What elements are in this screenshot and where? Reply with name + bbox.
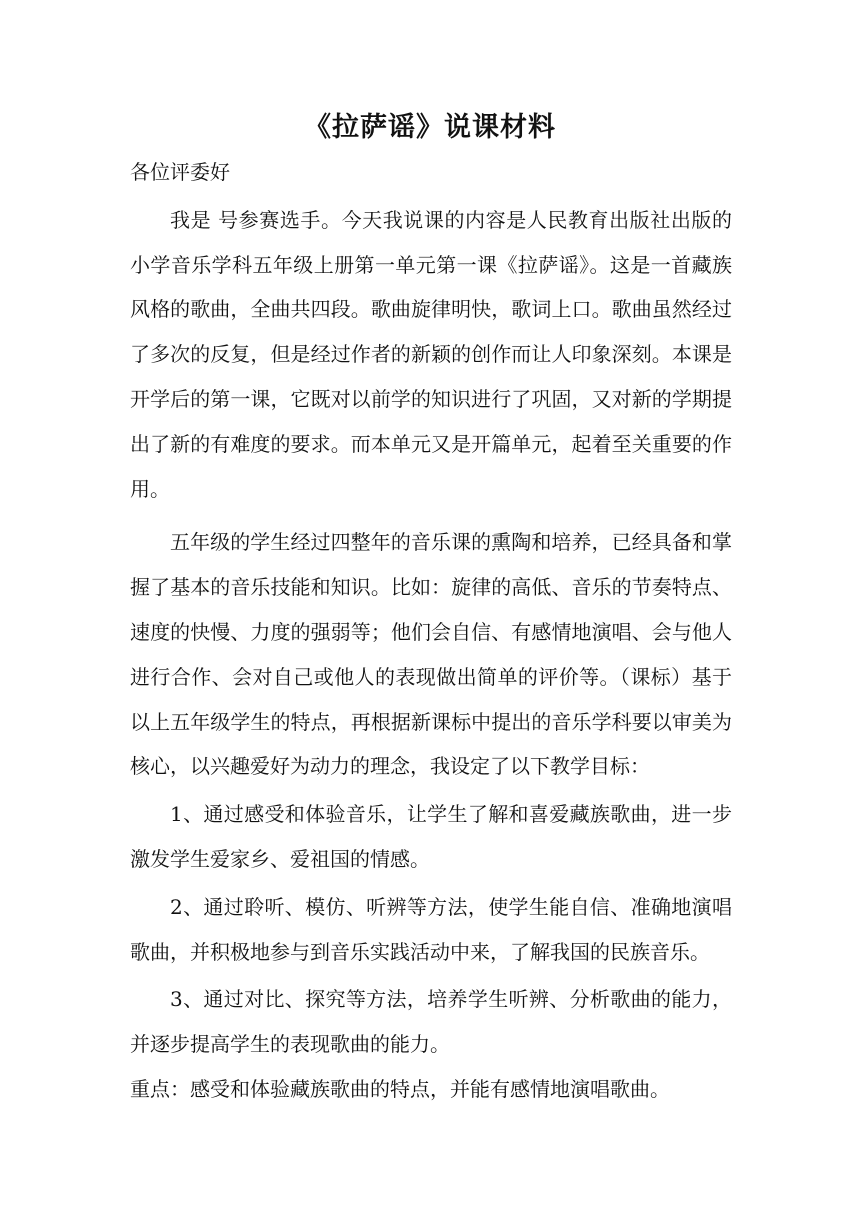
objective-item-3: 3、通过对比、探究等方法，培养学生听辨、分析歌曲的能力，并逐步提高学生的表现歌曲的能力。 [130, 987, 732, 1057]
student-analysis-paragraph: 五年级的学生经过四整年的音乐课的熏陶和培养，已经具备和掌握了基本的音乐技能和知识。比如：旋律的高低、音乐的节奏特点、速度的快慢、力度的强弱等；他们会自信、有感情地演唱、会与他人进行合作、会对自己或他人的表现做出简单的评价等。（课标）基于以上五年级学生的特点，再根据新课标中提出的音乐学科要以审美为核心，以兴趣爱好为动力的理念，我设定了以下教学目标： [130, 530, 732, 779]
intro-paragraph: 我是 号参赛选手。今天我说课的内容是人民教育出版社出版的小学音乐学科五年级上册第一单元第一课《拉萨谣》。这是一首藏族风格的歌曲，全曲共四段。歌曲旋律明快，歌词上口。歌曲虽然经过了多次的反复，但是经过作者的新颖的创作而让人印象深刻。本课是开学后的第一课，它既对以前学的知识进行了巩固，又对新的学期提出了新的有难度的要求。而本单元又是开篇单元，起着至关重要的作用。 [130, 207, 732, 501]
greeting-line: 各位评委好 [130, 160, 230, 184]
key-point-line: 重点：感受和体验藏族歌曲的特点，并能有感情地演唱歌曲。 [130, 1076, 670, 1101]
document-title: 《拉萨谣》说课材料 [304, 112, 556, 143]
document-body [130, 150, 732, 1112]
objective-item-1: 1、通过感受和体验音乐，让学生了解和喜爱藏族歌曲，进一步激发学生爱家乡、爱祖国的情感。 [130, 802, 732, 871]
objective-item-2: 2、通过聆听、模仿、听辨等方法，使学生能自信、准确地演唱歌曲，并积极地参与到音乐实践活动中来，了解我国的民族音乐。 [130, 894, 732, 964]
